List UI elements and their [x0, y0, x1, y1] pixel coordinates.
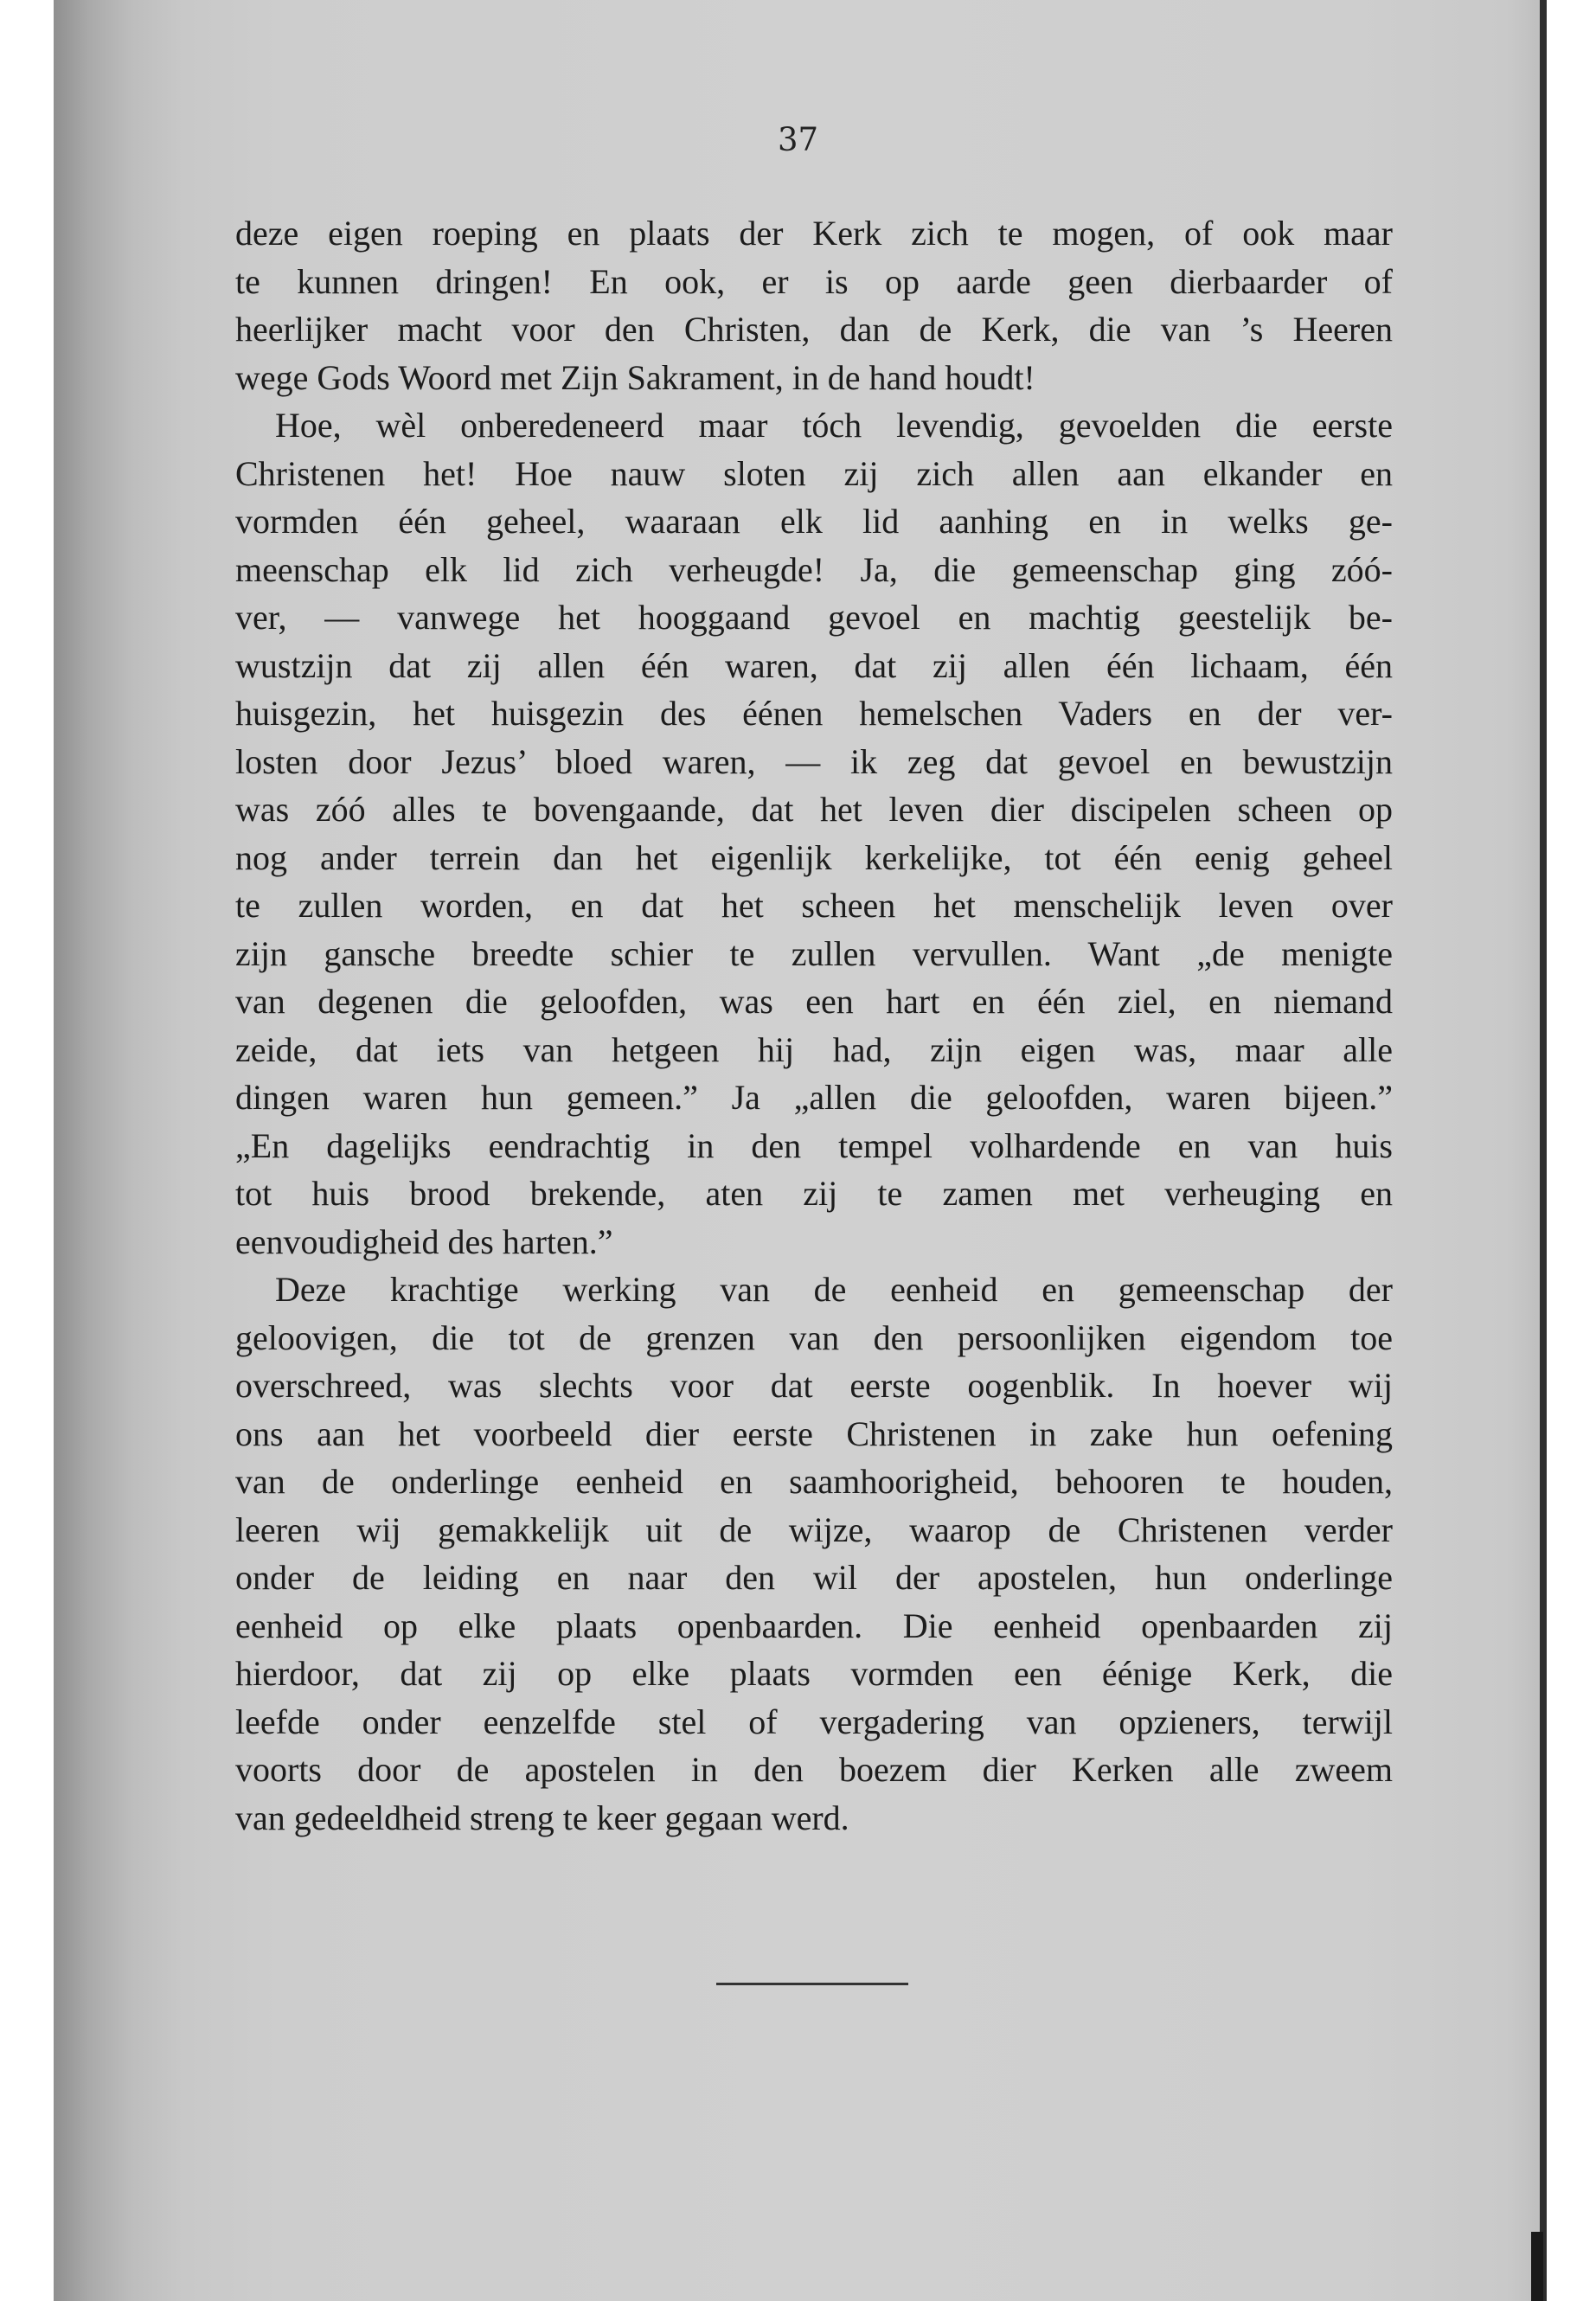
text-line: vormden één geheel, waaraan elk lid aanhing en in welks ge- [235, 502, 1393, 541]
text-line: meenschap elk lid zich verheugde! Ja, die gemeenschap ging zóó- [235, 549, 1393, 589]
text-line: onder de leiding en naar den wil der apostelen, hun onderlinge [235, 1558, 1393, 1597]
section-rule [716, 1983, 908, 1985]
text-line: te kunnen dringen! En ook, er is op aarde geen dierbaarder of [235, 261, 1393, 301]
text-line: wege Gods Woord met Zijn Sakrament, in de hand houdt! [235, 357, 1035, 397]
text-line: eenheid op elke plaats openbaarden. Die eenheid openbaarden zij [235, 1606, 1393, 1645]
scan-margin [1547, 0, 1596, 2301]
text-line: leefde onder eenzelfde stel of vergadering van opzieners, terwijl [235, 1702, 1393, 1741]
text-line: nog ander terrein dan het eigenlijk kerkelijke, tot één eenig geheel [235, 837, 1393, 877]
text-line: van gedeeldheid streng te keer gegaan werd. [235, 1798, 849, 1837]
text-line: zijn gansche breedte schier te zullen vervullen. Want „de menigte [235, 933, 1393, 973]
text-line: dingen waren hun gemeen.” Ja „allen die geloofden, waren bijeen.” [235, 1078, 1393, 1117]
text-line: zeide, dat iets van hetgeen hij had, zijn eigen was, maar alle [235, 1029, 1393, 1069]
text-line: was zóó alles te bovengaande, dat het leven dier discipelen scheen op [235, 790, 1393, 829]
text-line: ons aan het voorbeeld dier eerste Christenen in zake hun oefening [235, 1413, 1393, 1453]
text-line: wustzijn dat zij allen één waren, dat zij allen één lichaam, één [235, 645, 1393, 685]
text-line: Christenen het! Hoe nauw sloten zij zich allen aan elkander en [235, 453, 1393, 493]
text-line: Hoe, wèl onberedeneerd maar tóch levendig, gevoelden die eerste [275, 406, 1393, 445]
text-line: overschreed, was slechts voor dat eerste oogenblik. In hoever wij [235, 1366, 1393, 1405]
text-line: leeren wij gemakkelijk uit de wijze, waarop de Christenen verder [235, 1509, 1393, 1549]
page-number: 37 [777, 121, 819, 158]
text-line: Deze krachtige werking van de eenheid en gemeenschap der [275, 1270, 1393, 1309]
text-line: ver, — vanwege het hooggaand gevoel en machtig geestelijk be- [235, 598, 1393, 637]
text-line: losten door Jezus’ bloed waren, — ik zeg dat gevoel en bewustzijn [235, 741, 1393, 781]
text-line: van degenen die geloofden, was een hart en één ziel, en niemand [235, 982, 1393, 1021]
text-line: „En dagelijks eendrachtig in den tempel volhardende en van huis [235, 1125, 1393, 1165]
page-edge-shadow [1540, 0, 1547, 2301]
text-line: eenvoudigheid des harten.” [235, 1221, 613, 1261]
body-text [235, 209, 1393, 1842]
text-line: te zullen worden, en dat het scheen het menschelijk leven over [235, 886, 1393, 925]
text-line: voorts door de apostelen in den boezem dier Kerken alle zweem [235, 1750, 1393, 1789]
text-line: tot huis brood brekende, aten zij te zamen met verheuging en [235, 1174, 1393, 1213]
text-line: huisgezin, het huisgezin des éénen hemelschen Vaders en der ver- [235, 694, 1393, 733]
text-line: deze eigen roeping en plaats der Kerk zich te mogen, of ook maar [235, 214, 1393, 253]
scan-corner-mark [1531, 2232, 1543, 2301]
text-line: heerlijker macht voor den Christen, dan de Kerk, die van ’s Heeren [235, 310, 1393, 349]
text-line: geloovigen, die tot de grenzen van den persoonlijken eigendom toe [235, 1317, 1393, 1357]
text-line: van de onderlinge eenheid en saamhoorigheid, behooren te houden, [235, 1462, 1393, 1501]
text-line: hierdoor, dat zij op elke plaats vormden een éénige Kerk, die [235, 1654, 1393, 1693]
